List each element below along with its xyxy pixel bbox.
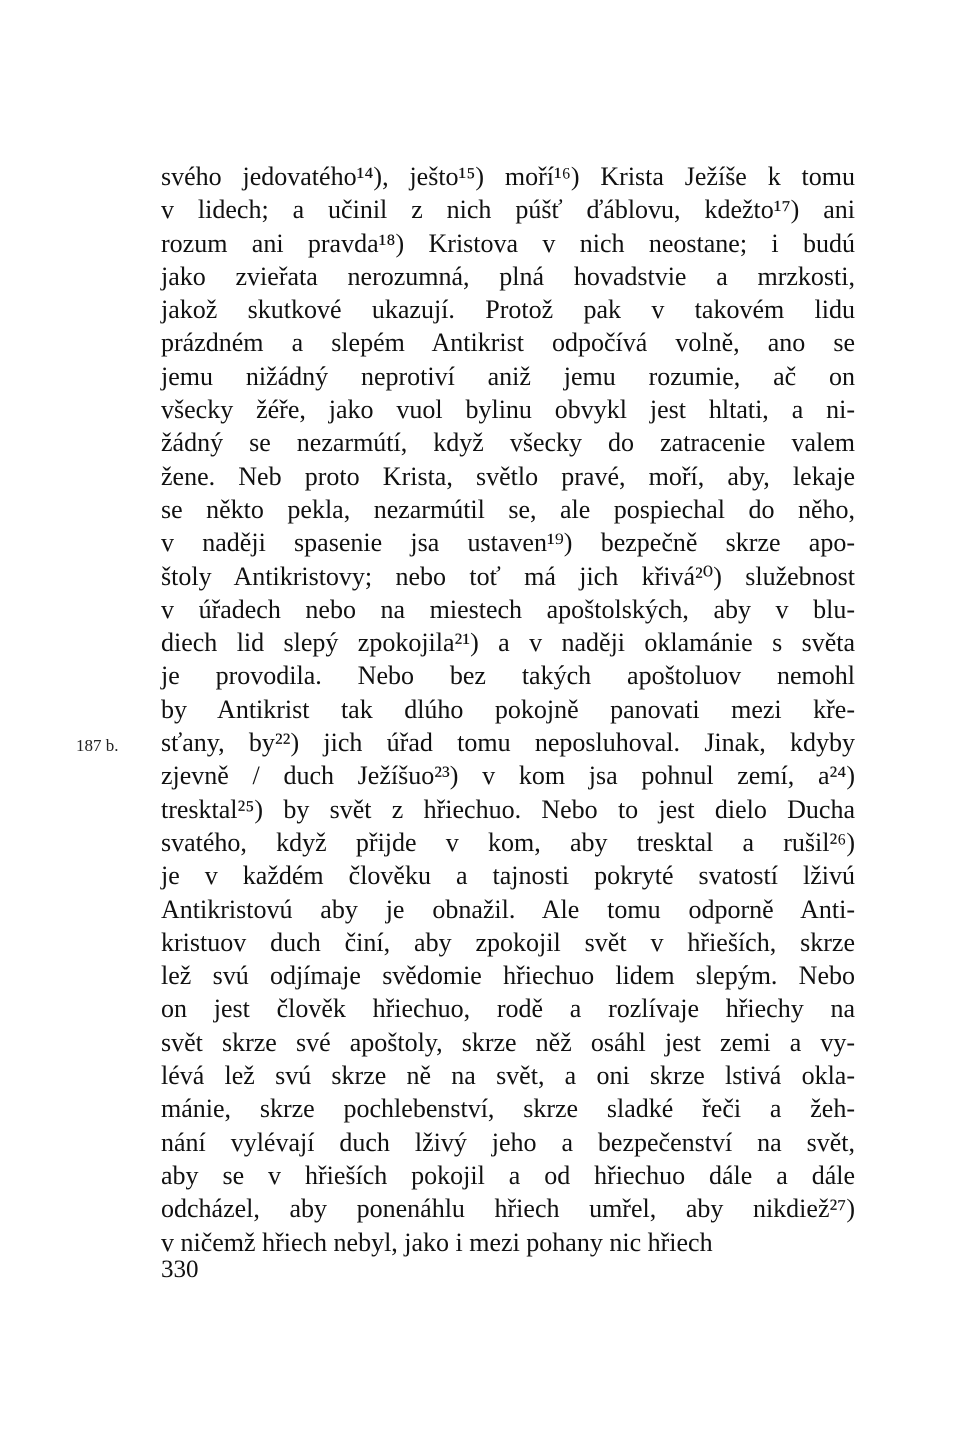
text-line: nání vylévají duch lživý jeho a bezpečenství na svět,	[161, 1127, 855, 1157]
text-line: by Antikrist tak dlúho pokojně panovati mezi kře-	[161, 694, 855, 724]
text-line: aby se v hřieších pokojil a od hřiechuo dále a dále	[161, 1160, 855, 1190]
text-line: v úřadech nebo na miestech apoštolských, aby v blu-	[161, 594, 855, 624]
text-line: svět skrze své apoštoly, skrze něž osáhl jest zemi a vy-	[161, 1027, 855, 1057]
text-line: štoly Antikristovy; nebo toť má jich křivá²⁰) služebnost	[161, 561, 855, 591]
text-line: lež svú odjímaje svědomie hřiechuo lidem slepým. Nebo	[161, 961, 855, 991]
body-text	[161, 160, 855, 1259]
text-line: on jest člověk hřiechuo, rodě a rozlívaje hřiechy na	[161, 994, 855, 1024]
text-line: sťany, by²²) jich úřad tomu neposluhoval. Jinak, kdyby	[161, 728, 855, 758]
text-line: zjevně / duch Ježíšuo²³) v kom jsa pohnul zemí, a²⁴)	[161, 761, 855, 791]
page-number: 330	[161, 1256, 199, 1283]
text-line: v naději spasenie jsa ustaven¹⁹) bezpečně skrze apo-	[161, 528, 855, 558]
text-line: je v každém člověku a tajnosti pokryté svatostí lživú	[161, 861, 855, 891]
text-line: kristuov duch činí, aby zpokojil svět v hřieších, skrze	[161, 927, 855, 957]
text-line: prázdném a slepém Antikrist odpočívá volně, ano se	[161, 328, 855, 358]
text-line: lévá lež svú skrze ně na svět, a oni skrze lstivá okla-	[161, 1061, 855, 1091]
text-line: všecky žéře, jako vuol bylinu obvykl jest hltati, a ni-	[161, 395, 855, 425]
text-line: žene. Neb proto Krista, světlo pravé, moří, aby, lekaje	[161, 461, 855, 491]
text-line: je provodila. Nebo bez takých apoštoluov nemohl	[161, 661, 855, 691]
text-line: odcházel, aby ponenáhlu hřiech umřel, aby nikdiež²⁷)	[161, 1194, 855, 1224]
text-line: v ničemž hřiech nebyl, jako i mezi pohany nic hřiech	[161, 1227, 713, 1257]
text-line: mánie, skrze pochlebenství, skrze sladké řeči a žeh-	[161, 1094, 855, 1124]
text-line: rozum ani pravda¹⁸) Kristova v nich neostane; i budú	[161, 228, 855, 258]
text-line: diech lid slepý zpokojila²¹) a v naději oklamánie s světa	[161, 628, 855, 658]
text-line: svého jedovatého¹⁴), ješto¹⁵) moří¹⁶) Krista Ježíše k tomu	[161, 162, 855, 191]
text-line: jemu nižádný neprotiví aniž jemu rozumie, ač on	[161, 361, 855, 391]
text-line: tresktal²⁵) by svět z hřiechuo. Nebo to jest dielo Ducha	[161, 794, 855, 824]
text-line: v lidech; a učinil z nich púšť ďáblovu, kdežto¹⁷) ani	[161, 195, 855, 225]
margin-folio-note: 187 b.	[76, 736, 119, 755]
text-line: jako zvieřata nerozumná, plná hovadstvie a mrzkosti,	[161, 261, 855, 291]
text-line: se někto pekla, nezarmútil se, ale pospiechal do něho,	[161, 494, 855, 524]
text-line: jakož skutkové ukazují. Protož pak v takovém lidu	[161, 295, 855, 325]
text-line: svatého, když přijde v kom, aby tresktal a rušil²⁶)	[161, 827, 855, 857]
text-line: žádný se nezarmútí, když všecky do zatracenie valem	[161, 428, 855, 458]
text-line: Antikristovú aby je obnažil. Ale tomu odporně Anti-	[161, 894, 855, 924]
